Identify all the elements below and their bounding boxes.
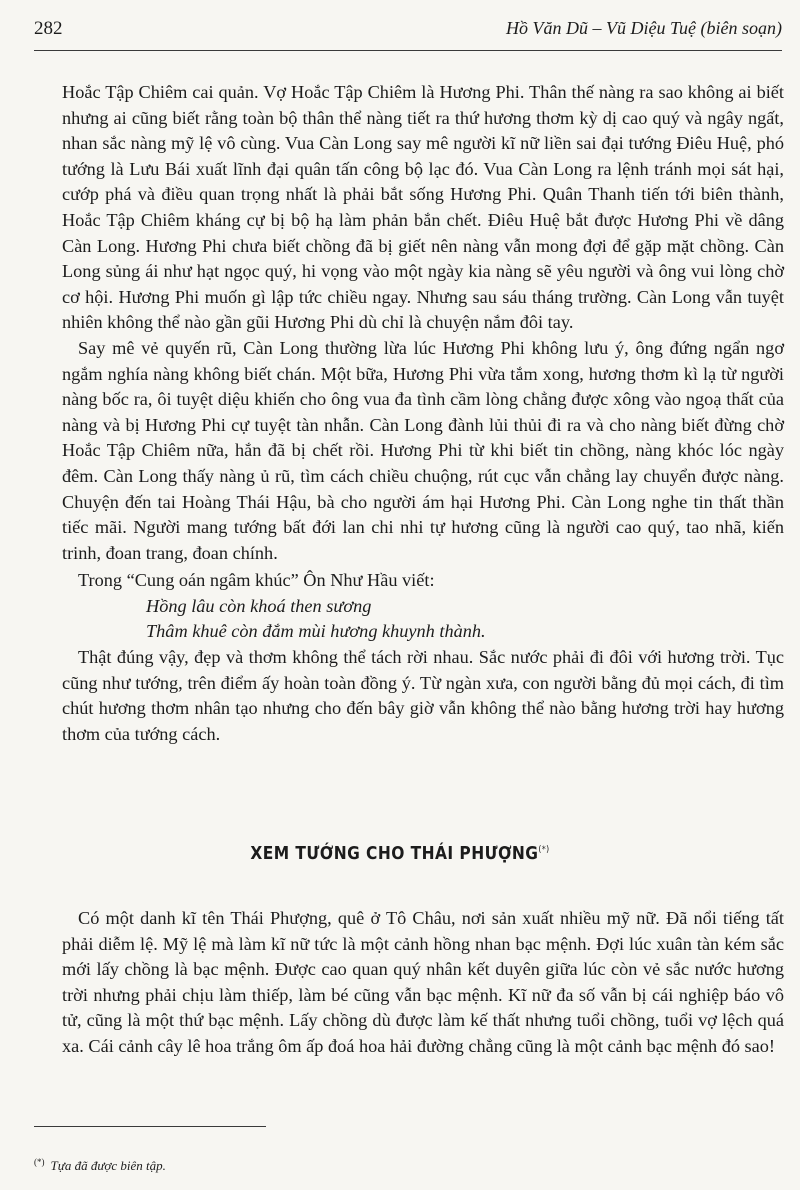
paragraph: Say mê vẻ quyến rũ, Càn Long thường lừa lúc Hương Phi không lưu ý, ông đứng ngẩn ngơ ngắm nghía nàng không biết chán. Một bữa, Hương Phi vừa tắm xong, hương thơm kì lạ từ người nàng bốc ra, ôi tuyệt diệu khiến cho ông vua đa tình cầm lòng chẳng được xông vào ngoạ thất của nàng và bị Hương Phi cự tuyệt tàn nhẫn. Càn Long đành lủi thủi đi ra và cho nàng biết đừng chờ Hoắc Tập Chiêm nữa, hắn đã bị chết rồi. Hương Phi từ khi biết tin chồng, nàng khóc lóc ngày đêm. Càn Long thấy nàng ủ rũ, tìm cách chiều chuộng, rút cục vẫn chẳng lay chuyển được nàng. Chuyện đến tai Hoàng Thái Hậu, bà cho người ám hại Hương Phi. Càn Long nghe tin thất thần tiếc mãi. Người mang tướng bất đới lan chi nhi tự hương cũng là người cao quý, tao nhã, kiến trinh, đoan trang, đoan chính. <box>62 337 784 563</box>
footnote-text: Tựa đã được biên tập. <box>50 1158 166 1174</box>
section-title-note-mark: (*) <box>538 845 550 855</box>
verse-line: Thâm khuê còn đắm mùi hương khuynh thành. <box>146 621 486 642</box>
section-title <box>56 843 744 864</box>
footnote-divider <box>34 1126 266 1127</box>
quote-intro: Trong “Cung oán ngâm khúc” Ôn Như Hầu viết: <box>78 570 435 591</box>
verse-line: Hồng lâu còn khoá then sương <box>146 595 372 616</box>
page-number: 282 <box>34 18 63 39</box>
footnote-mark: (*) <box>34 1157 45 1167</box>
footnote <box>34 1157 166 1174</box>
section-one-text <box>62 80 784 747</box>
page-header <box>34 14 782 51</box>
running-head: Hồ Văn Dũ – Vũ Diệu Tuệ (biên soạn) <box>506 18 782 38</box>
section-title-text: XEM TƯỚNG CHO THÁI PHƯỢNG <box>250 843 539 864</box>
paragraph: Có một danh kĩ tên Thái Phượng, quê ở Tô Châu, nơi sản xuất nhiều mỹ nữ. Đã nổi tiếng tất phải diễm lệ. Mỹ lệ mà làm kĩ nữ tức là một cảnh hồng nhan bạc mệnh. Đợi lúc xuân tàn kém sắc mới lấy chồng là bạc mệnh. Được cao quan quý nhân kết duyên giữa lúc còn vẻ sắc nước hương trời nhưng phải chịu làm thiếp, làm bé cũng vẫn bạc mệnh. Kĩ nữ đa số vẫn bị cái nghiệp báo vô tử, cũng là một thứ bạc mệnh. Lấy chồng dù được làm kế thất nhưng tuổi chồng, tuổi vợ lệch quá xa. Cái cảnh cây lê hoa trắng ôm ấp đoá hoa hải đường chẳng cũng là một cảnh bạc mệnh đó sao! <box>62 908 784 1056</box>
paragraph: Hoắc Tập Chiêm cai quản. Vợ Hoắc Tập Chiêm là Hương Phi. Thân thế nàng ra sao không ai biết nhưng ai cũng biết rằng toàn bộ thân thể nàng tiết ra thứ hương thơm kỳ dị cao quý và ngây ngất, nhan sắc nàng mỹ lệ vô cùng. Vua Càn Long say mê người kĩ nữ liền sai đại tướng Điêu Huệ, phó tướng là Lưu Bái xuất lĩnh đại quân tấn công bộ lạc đó. Vua Càn Long ra lệnh tránh mọi sát hại, cướp phá và điều quan trọng nhất là phải bắt sống Hương Phi. Quân Thanh tiến tới biên thành, Hoắc Tập Chiêm kháng cự bị bộ hạ làm phản bắn chết. Điêu Huệ bắt được Hương Phi về dâng Càn Long. Hương Phi chưa biết chồng đã bị giết nên nàng vẫn mong đợi để gặp mặt chồng. Càn Long sủng ái như hạt ngọc quý, hi vọng vào một ngày kia nàng sẽ yêu người và ông vui lòng chờ cơ hội. Hương Phi muốn gì lập tức chiều ngay. Nhưng sau sáu tháng trường. Càn Long vẫn tuyệt nhiên không thể nào gần gũi Hương Phi dù chỉ là chuyện nắm đôi tay. <box>62 82 784 333</box>
section-two-text <box>62 906 784 1060</box>
paragraph: Thật đúng vậy, đẹp và thơm không thể tách rời nhau. Sắc nước phải đi đôi với hương trời. Tục cũng như tướng, trên điểm ấy hoàn toàn đồng ý. Từ ngàn xưa, con người bằng đủ mọi cách, đi tìm chút hương thơm nhân tạo nhưng cho đến bây giờ vẫn không thể nào bằng hương trời hay hương thơm của tướng cách. <box>62 647 784 744</box>
